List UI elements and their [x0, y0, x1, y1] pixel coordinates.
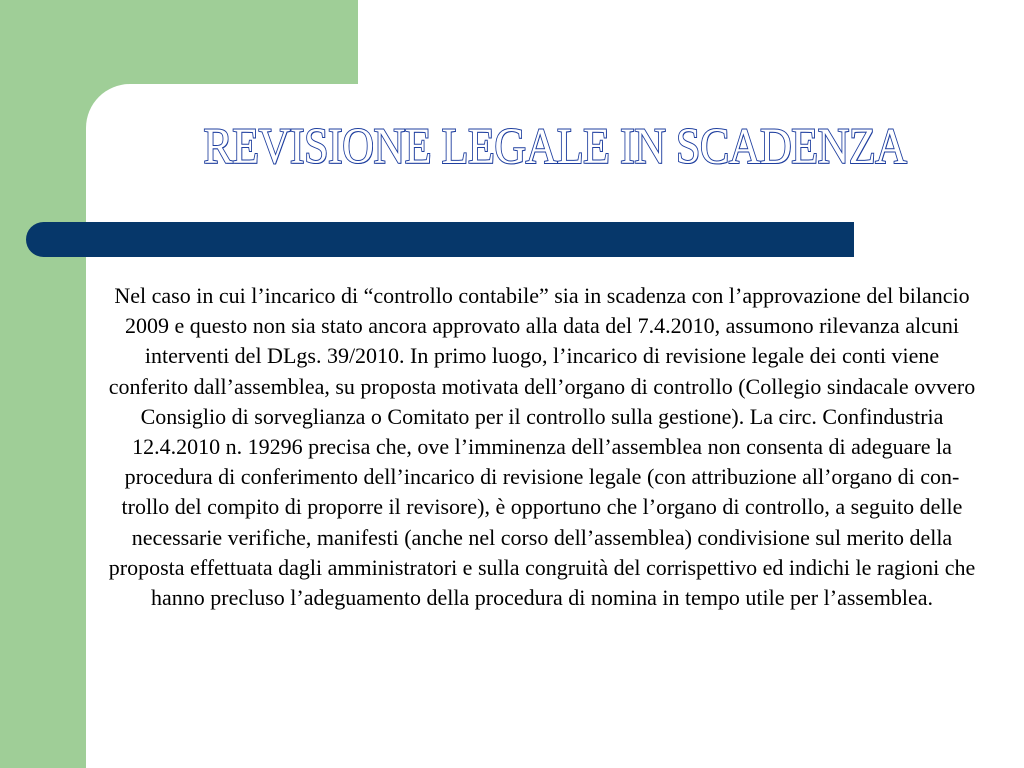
slide-title: REVISIONE LEGALE IN SCADENZA: [203, 119, 907, 175]
title-underline-bar: [26, 222, 854, 257]
slide-body-text: Nel caso in cui l’incarico di “controllo contabile” sia in scadenza con l’approvazione del bilancio 2009 e questo non sia stato ancora approvato alla data del 7.4.2010, assumono rilevanza alcuni interventi del DLgs. 39/2010. In primo luogo, l’incarico di revisione legale dei conti viene conferito dall’assemblea, su proposta motivata dell’organo di controllo (Collegio sindacale ovvero Consiglio di sorveglianza o Comitato per il controllo sulla gestione). La circ. Confindustria 12.4.2010 n. 19296 precisa che, ove l’imminenza dell’assemblea non consenta di adeguare la procedura di conferimento dell’incarico di revisione legale (con attribuzione all’organo di con-trollo del compito di proporre il revisore), è opportuno che l’organo di controllo, a seguito delle necessarie verifiche, manifesti (anche nel corso dell’assemblea) condivisione sul merito della proposta effettuata dagli amministratori e sulla congruità del corrispettivo ed indichi le ragioni che hanno precluso l’adeguamento della procedura di nomina in tempo utile per l’assemblea.: [108, 283, 976, 611]
